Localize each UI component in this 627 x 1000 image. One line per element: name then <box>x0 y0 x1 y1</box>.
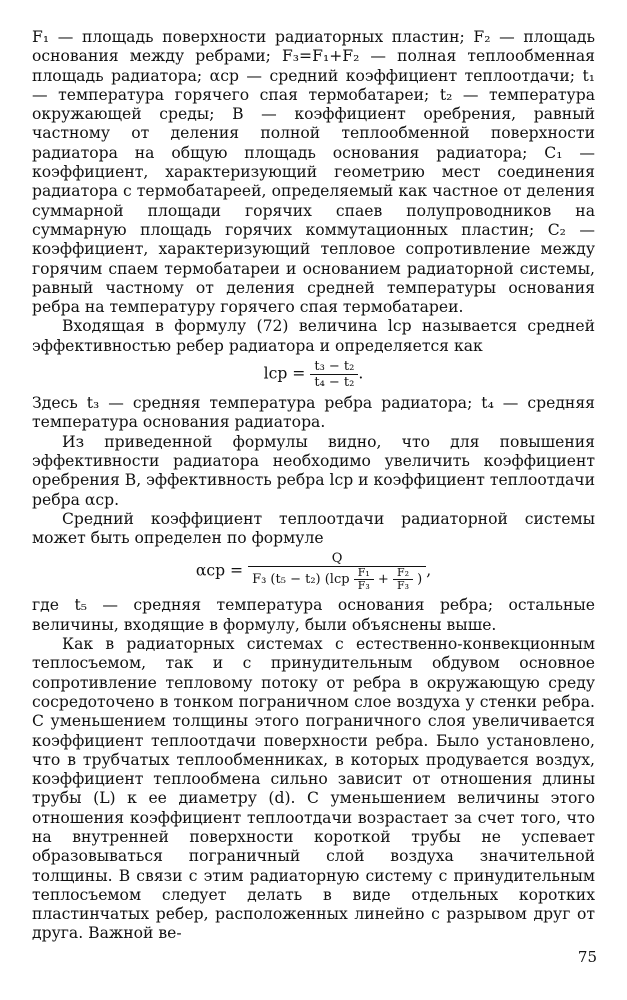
formula-efficiency <box>32 359 595 390</box>
paragraph-efficiency-intro: Входящая в формулу (72) величина lср называется средней эффективностью ребер радиатора и определяется как <box>32 317 595 355</box>
page-body <box>32 28 595 944</box>
paragraph-heat-transfer-intro: Средний коэффициент теплоотдачи радиаторной системы может быть определен по формуле <box>32 509 595 548</box>
page-number: 75 <box>577 948 597 966</box>
f2-num: F₂ <box>393 567 413 580</box>
paragraph-here: Здесь t₃ — средняя температура ребра радиатора; t₄ — средняя температура основания радиатора. <box>32 394 595 432</box>
paragraph-conclusion: Из приведенной формулы видно, что для повышения эффективности радиатора необходимо увеличить коэффициент оребрения B, эффективность ребра lср и коэффициент теплоотдачи ребра αср. <box>32 432 595 509</box>
formula-efficiency-denominator: t₄ − t₂ <box>314 375 355 391</box>
f1-num: F₁ <box>354 567 374 580</box>
paragraph-boundary-layer: Как в радиаторных системах с естественно-конвекционным теплосъемом, так и с принудительным обдувом основное сопротивление тепловому потоку от ребра в окружающую среду сосредоточено в тонком пограничном слое воздуха у стенки ребра. С уменьшением толщины этого пограничного слоя увеличивается коэффициент теплоотдачи поверхности ребра. Было установлено, что в трубчатых теплообменниках, в которых продувается воздух, коэффициент теплообмена сильно зависит от отношения длины трубы (L) к ее диаметру (d). С уменьшением величины этого отношения коэффициент теплоотдачи возрастает за счет того, что на внутренней поверхности короткой трубы не успевает образовываться пограничный слой воздуха значительной толщины. В связи с этим радиаторную систему с принудительным теплосъемом следует делать в виде отдельных коротких пластинчатых ребер, расположенных линейно с разрывом друг от друга. Важной ве- <box>32 635 595 943</box>
formula-heat-transfer-tail: , <box>426 561 432 580</box>
formula-heat-transfer-denominator <box>248 567 426 592</box>
paragraph-where: где t₅ — средняя температура основания ребра; остальные величины, входящие в формулу, были объяснены выше. <box>32 596 595 634</box>
formula-heat-transfer-fraction <box>248 551 426 592</box>
formula-heat-transfer-lhs: αср = <box>195 561 244 580</box>
f2-den: F₃ <box>396 579 409 593</box>
f1-den: F₃ <box>357 579 370 593</box>
formula-heat-transfer-numerator: Q <box>248 551 426 567</box>
paragraph-definitions: F₁ — площадь поверхности радиаторных пластин; F₂ — площадь основания между ребрами; F₃=F₁+F₂ — полная теплообменная площадь радиатора; αср — средний коэффициент теплоотдачи; t₁ — температура горячего спая термобатареи; t₂ — температура окружающей среды; B — коэффициент оребрения, равный частному от деления полной теплообменной поверхности радиатора на общую площадь основания радиатора; C₁ — коэффициент, характеризующий геометрию мест соединения радиатора с термобатареей, определяемый как частное от деления суммарной площади горячих спаев полупроводников на суммарную площадь горячих коммутационных пластин; C₂ — коэффициент, характеризующий тепловое сопротивление между горячим спаем термобатареи и основанием радиаторной системы, равный частному от деления средней температуры основания ребра на температуру горячего спая термобатареи. <box>32 28 595 317</box>
formula-efficiency-lhs: lср = <box>263 364 306 383</box>
den-suffix: ) <box>417 572 423 588</box>
formula-heat-transfer <box>32 551 595 592</box>
den-prefix: F₃ (t₅ − t₂) (lср <box>252 572 350 588</box>
fraction-f2-f3 <box>393 567 413 592</box>
plus-sign: + <box>377 572 389 588</box>
formula-efficiency-numerator: t₃ − t₂ <box>310 359 358 375</box>
fraction-f1-f3 <box>354 567 374 592</box>
formula-efficiency-fraction <box>310 359 358 390</box>
formula-efficiency-tail: . <box>358 364 364 383</box>
